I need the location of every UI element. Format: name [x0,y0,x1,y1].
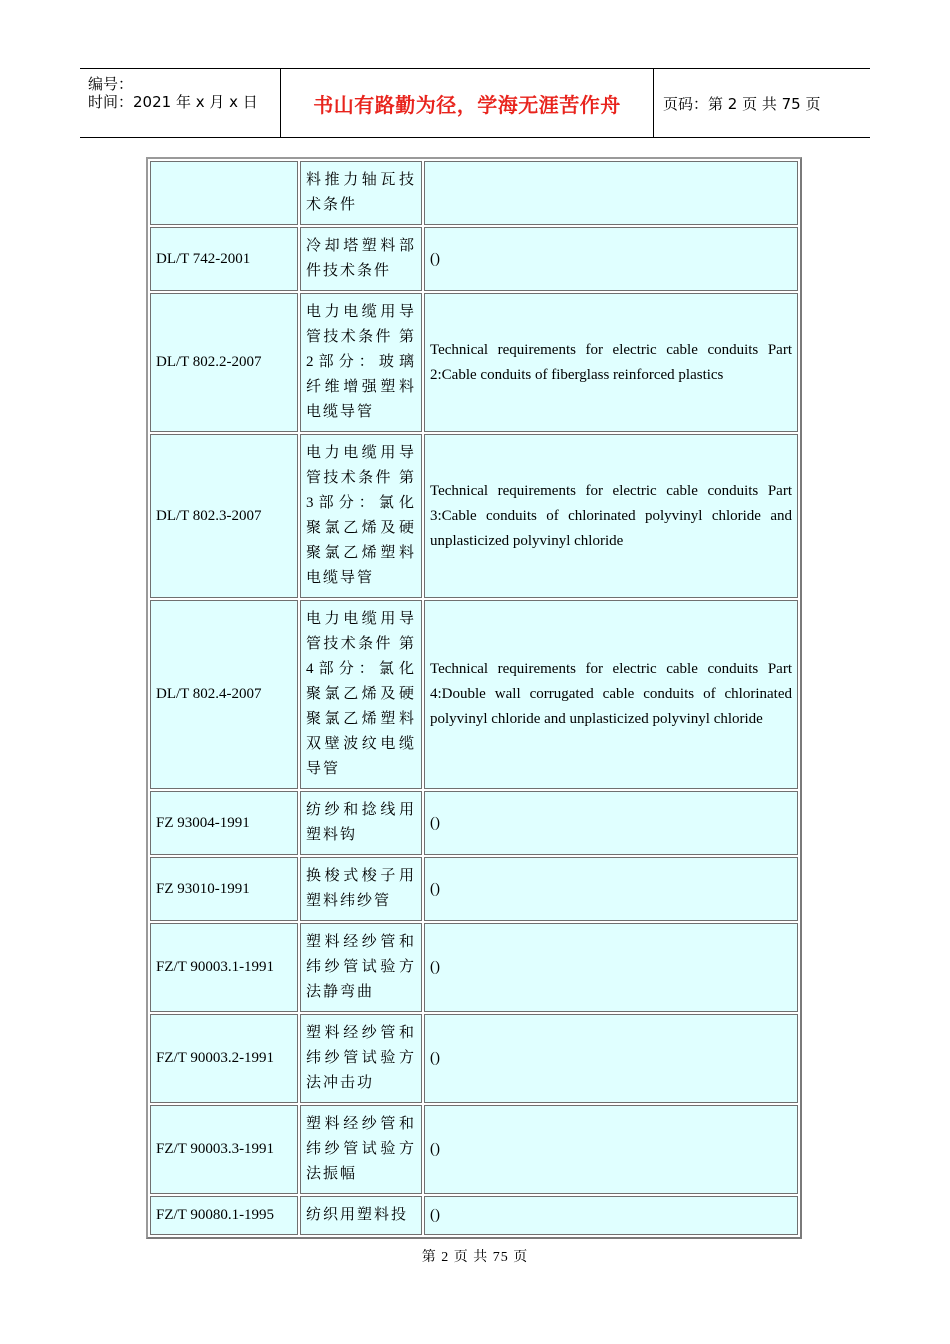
table-row [150,227,798,291]
standards-table-body [150,161,798,1235]
header-motto: 书山有路勤为径，学海无涯苦作舟 [313,92,621,117]
standard-english-cell: Technical requirements for electric cable conduits Part 3:Cable conduits of chlorinated polyvinyl chloride and unplasticized polyvinyl chloride [424,434,798,598]
standard-code-cell: FZ/T 90003.1-1991 [150,923,298,1012]
standards-table [146,157,802,1239]
document-number: 编号： [88,75,134,93]
document-time: 时间：2021 年 x 月 x 日 [88,93,258,111]
standard-english-cell: Technical requirements for electric cable conduits Part 2:Cable conduits of fiberglass reinforced plastics [424,293,798,432]
standard-code-cell: DL/T 742-2001 [150,227,298,291]
table-row [150,161,798,225]
table-row [150,857,798,921]
header-page-info: 页码：第 2 页 共 75 页 [663,94,821,113]
standard-english-cell: () [424,923,798,1012]
table-row [150,434,798,598]
standard-name-cell: 塑料经纱管和纬纱管试验方法冲击功 [300,1014,422,1103]
standard-english-cell: () [424,227,798,291]
standard-code-cell: DL/T 802.4-2007 [150,600,298,789]
table-row [150,600,798,789]
standard-english-cell: () [424,791,798,855]
standard-english-cell: () [424,857,798,921]
standard-code-cell: DL/T 802.3-2007 [150,434,298,598]
standard-code-cell: DL/T 802.2-2007 [150,293,298,432]
standard-english-cell: () [424,1196,798,1235]
standard-english-cell [424,161,798,225]
standard-name-cell: 电力电缆用导管技术条件 第4部分：氯化聚氯乙烯及硬聚氯乙烯塑料双壁波纹电缆导管 [300,600,422,789]
standard-code-cell: FZ 93010-1991 [150,857,298,921]
header-page-cell [653,69,870,137]
standard-english-cell: () [424,1105,798,1194]
standard-name-cell: 塑料经纱管和纬纱管试验方法静弯曲 [300,923,422,1012]
standard-name-cell: 纺纱和捻线用塑料钩 [300,791,422,855]
standard-code-cell: FZ/T 90003.3-1991 [150,1105,298,1194]
standard-name-cell: 换梭式梭子用塑料纬纱管 [300,857,422,921]
standard-name-cell: 纺织用塑料投 [300,1196,422,1235]
table-row [150,1105,798,1194]
standard-english-cell: () [424,1014,798,1103]
standard-name-cell: 冷却塔塑料部件技术条件 [300,227,422,291]
header-motto-cell [280,69,654,137]
page-footer: 第 2 页 共 75 页 [421,1250,529,1265]
standard-code-cell [150,161,298,225]
standard-code-cell: FZ/T 90080.1-1995 [150,1196,298,1235]
standard-code-cell: FZ 93004-1991 [150,791,298,855]
standard-name-cell: 料推力轴瓦技术条件 [300,161,422,225]
standard-name-cell: 电力电缆用导管技术条件 第2部分：玻璃纤维增强塑料电缆导管 [300,293,422,432]
table-row [150,1196,798,1235]
table-row [150,791,798,855]
standard-name-cell: 电力电缆用导管技术条件 第3部分：氯化聚氯乙烯及硬聚氯乙烯塑料电缆导管 [300,434,422,598]
standard-english-cell: Technical requirements for electric cable conduits Part 4:Double wall corrugated cable conduits of chlorinated polyvinyl chloride and unplasticized polyvinyl chloride [424,600,798,789]
table-row [150,923,798,1012]
header-meta [80,69,280,137]
table-row [150,1014,798,1103]
table-row [150,293,798,432]
page-header [80,68,870,138]
standard-code-cell: FZ/T 90003.2-1991 [150,1014,298,1103]
standard-name-cell: 塑料经纱管和纬纱管试验方法振幅 [300,1105,422,1194]
